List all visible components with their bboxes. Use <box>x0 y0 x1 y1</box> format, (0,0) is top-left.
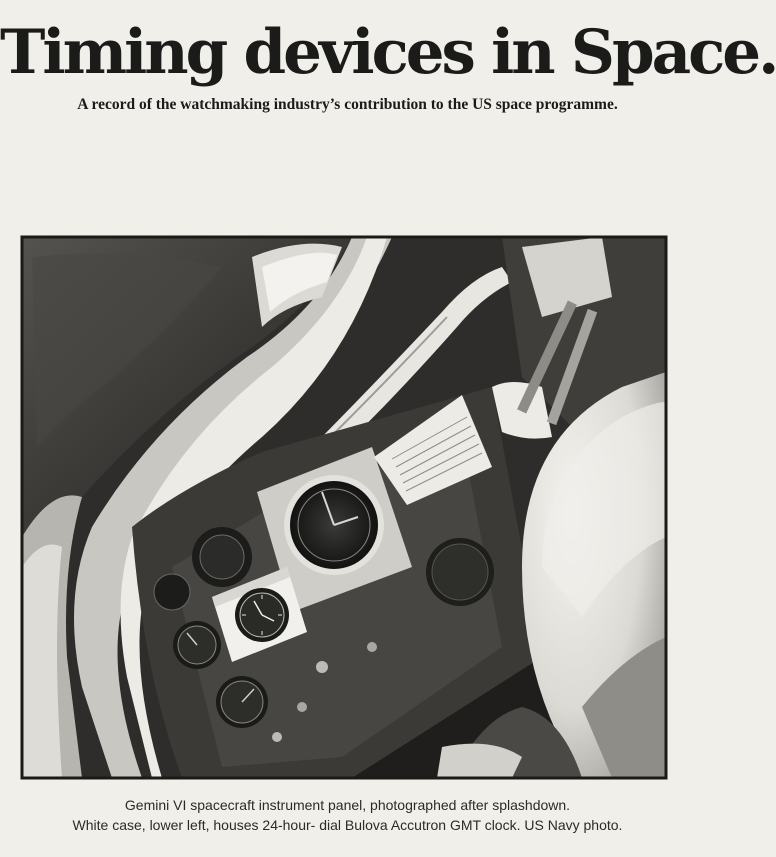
caption-line-1: Gemini VI spacecraft instrument panel, photographed after splashdown. <box>124 797 571 813</box>
spacecraft-instrument-panel-photo <box>22 237 666 778</box>
article-headline: Timing devices in Space. <box>0 17 776 88</box>
photo-caption <box>0 795 695 835</box>
caption-line-2: White case, lower left, houses 24-hour- dial Bulova Accutron GMT clock. US Navy photo. <box>72 817 623 833</box>
article-subheadline: A record of the watchmaking industry’s contribution to the US space programme. <box>77 96 618 113</box>
